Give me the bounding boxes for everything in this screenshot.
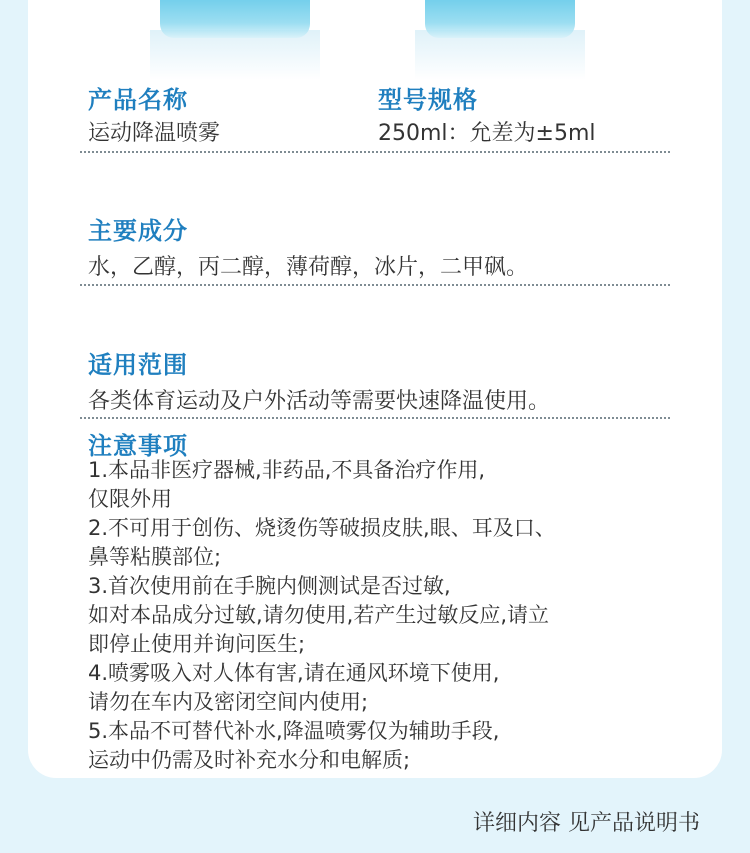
product-name-label: 产品名称 bbox=[88, 86, 188, 114]
notes-list bbox=[88, 456, 708, 775]
footer-note: 详细内容 见产品说明书 bbox=[473, 811, 700, 836]
notes-line: 运动中仍需及时补充水分和电解质; bbox=[88, 748, 411, 772]
notes-line: 仅限外用 bbox=[88, 487, 172, 511]
notes-line: 请勿在车内及密闭空间内使用; bbox=[88, 690, 369, 714]
notes-line: 如对本品成分过敏,请勿使用,若产生过敏反应,请立 bbox=[88, 603, 550, 627]
scope-value: 各类体育运动及户外活动等需要快速降温使用。 bbox=[88, 389, 551, 414]
spec-label: 型号规格 bbox=[378, 86, 478, 114]
notes-line: 1.本品非医疗器械,非药品,不具备治疗作用, bbox=[88, 458, 486, 482]
notes-line: 4.喷雾吸入对人体有害,请在通风环境下使用, bbox=[88, 661, 500, 685]
bottle-image-left bbox=[160, 0, 310, 38]
scope-label: 适用范围 bbox=[88, 351, 188, 379]
ingredients-label: 主要成分 bbox=[88, 217, 188, 245]
product-name-value: 运动降温喷雾 bbox=[88, 121, 221, 146]
divider-3 bbox=[80, 417, 670, 419]
notes-line: 5.本品不可替代补水,降温喷雾仅为辅助手段, bbox=[88, 719, 500, 743]
ingredients-value: 水，乙醇，丙二醇，薄荷醇，冰片，二甲砜。 bbox=[88, 255, 529, 280]
notes-line: 即停止使用并询问医生; bbox=[88, 632, 306, 656]
notes-line: 3.首次使用前在手腕内侧测试是否过敏, bbox=[88, 574, 451, 598]
divider-2 bbox=[80, 284, 670, 286]
bottle-image-right bbox=[425, 0, 575, 38]
notes-line: 2.不可用于创伤、烧烫伤等破损皮肤,眼、耳及口、 bbox=[88, 516, 556, 540]
notes-line: 鼻等粘膜部位; bbox=[88, 545, 222, 569]
notes-label: 注意事项 bbox=[88, 432, 188, 460]
spec-value: 250ml：允差为±5ml bbox=[378, 121, 596, 146]
divider-1 bbox=[80, 151, 670, 153]
